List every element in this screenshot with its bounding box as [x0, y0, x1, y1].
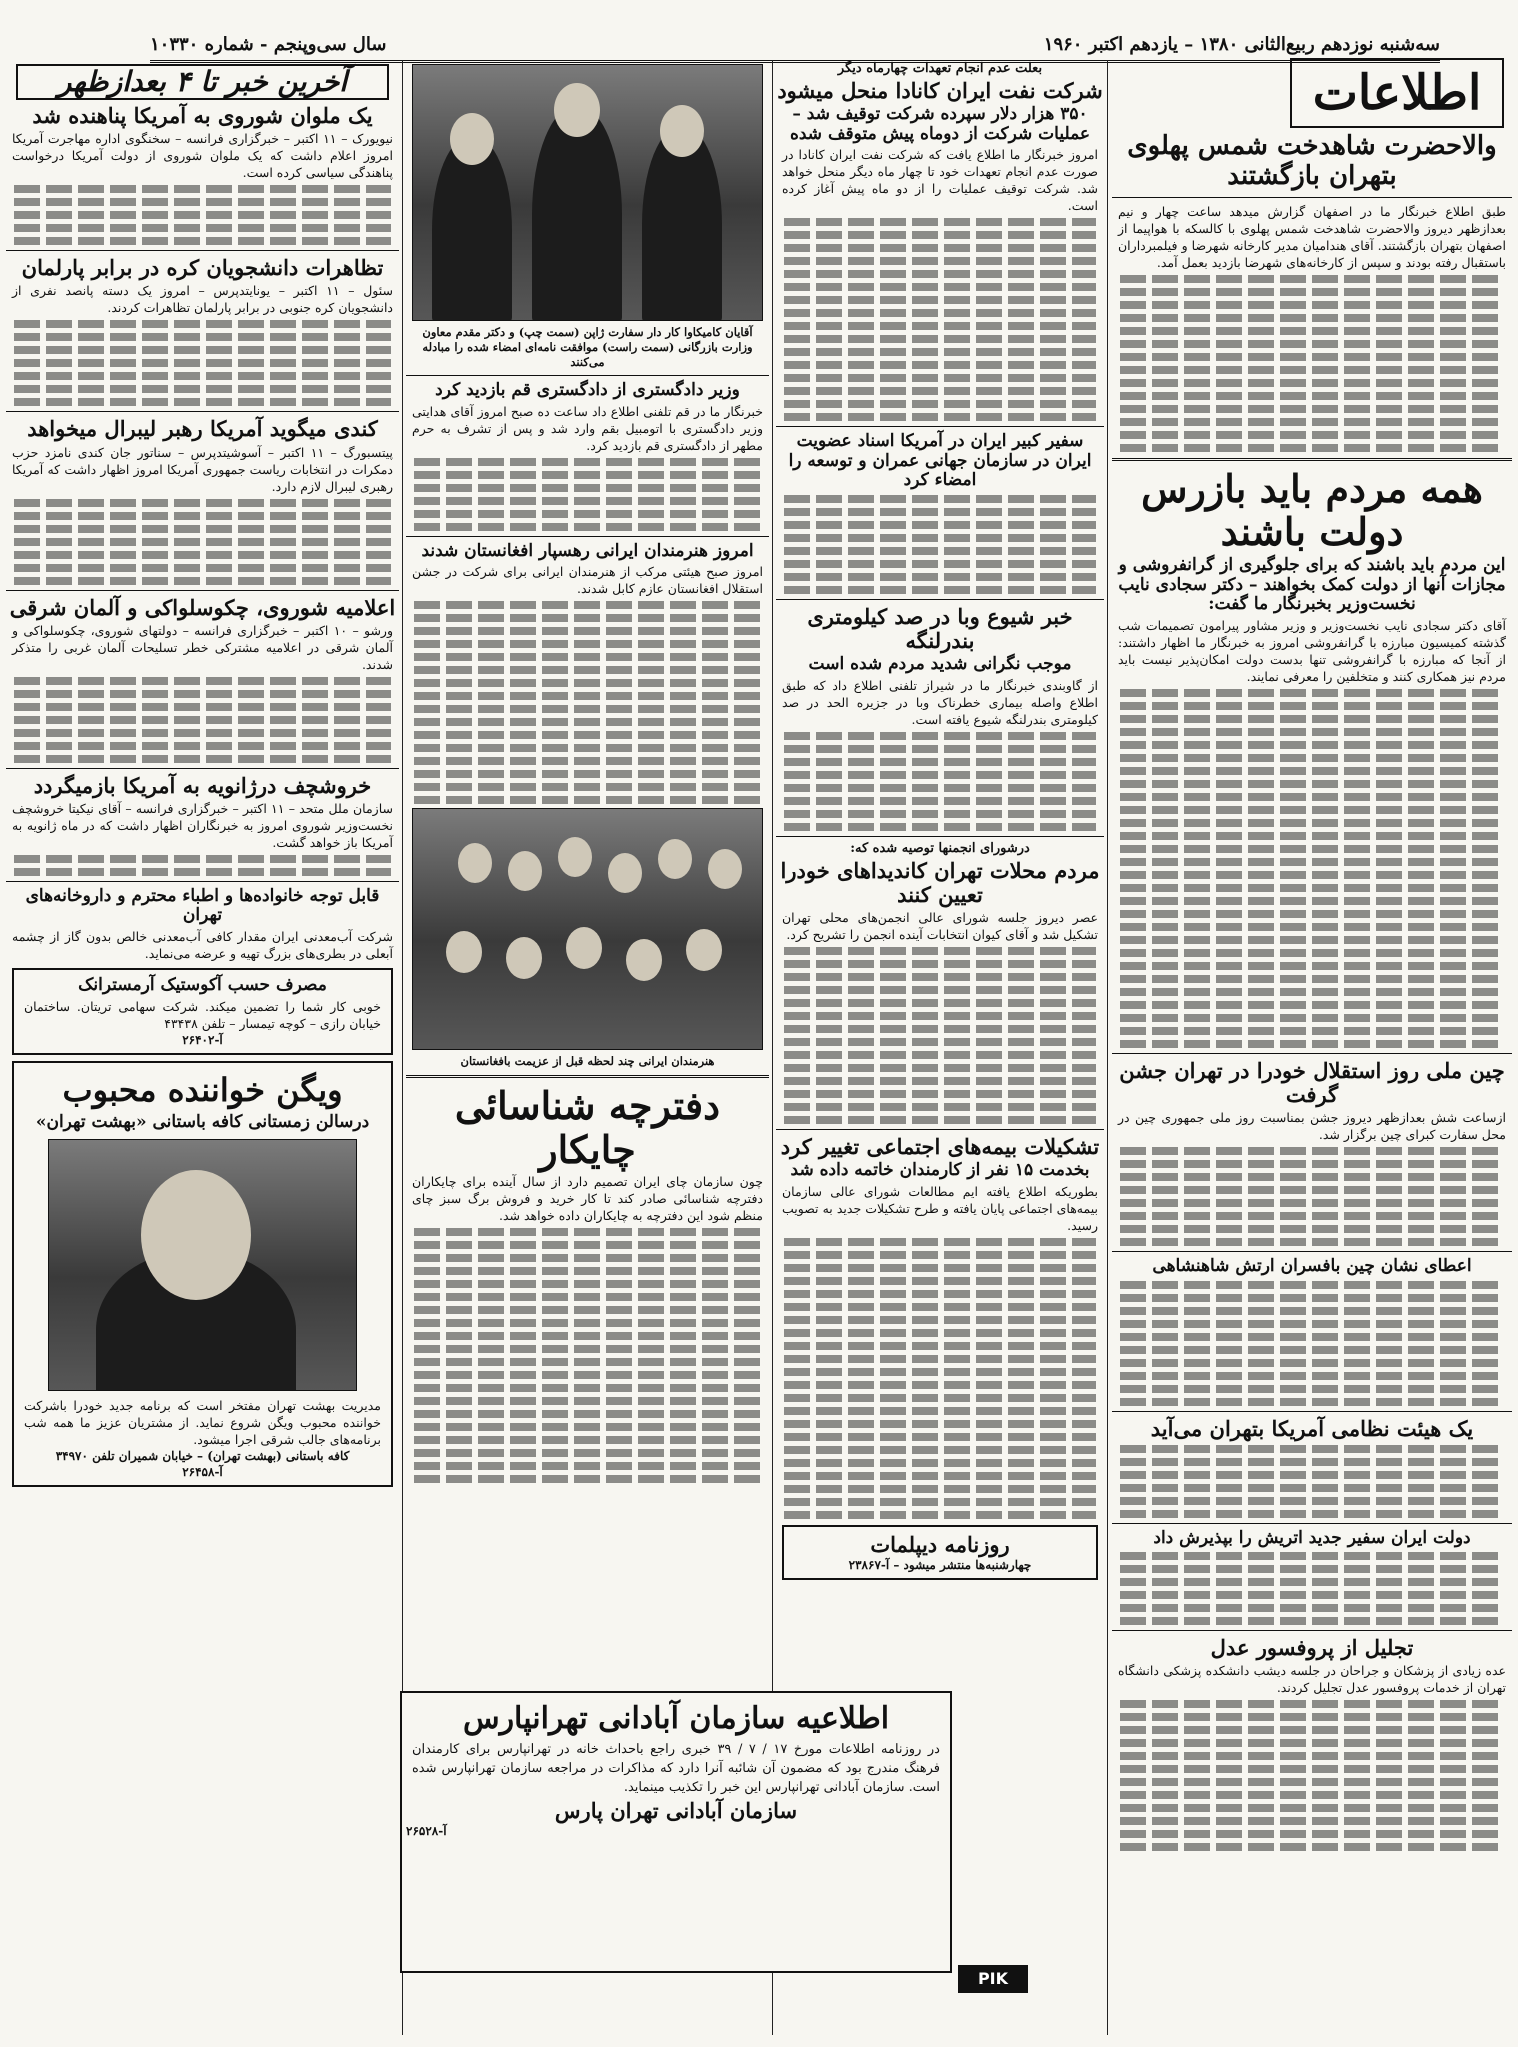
photo-face — [660, 105, 704, 157]
photo-face — [508, 851, 542, 891]
story-china-day: ازساعت شش بعدازظهر دیروز جشن بمناسبت روز ملی جمهوری چین در محل سفارت کبرای چین برگزار شد. — [1118, 1110, 1506, 1143]
photo-face — [708, 849, 742, 889]
photo-face — [446, 931, 482, 973]
photo-face — [506, 937, 542, 979]
story-justice-minister: خبرنگار ما در قم تلفنی اطلاع داد ساعت ده صبح امروز آقای هدایتی وزیر دادگستری با اتومبیل بقم وارد شد و پس از تشرف به حرم مطهر از دادگستری قم بازدید کرد. — [412, 403, 763, 453]
vigen-text: مدیریت بهشت تهران مفتخر است که برنامه جدید خودرا باشرکت خواننده محبوب ویگن شروع نماید. از مشتریان عزیز ما همه شب برنامه‌های جالب شرقی اجرا میشود. — [24, 1397, 381, 1447]
headline-tea-booklet: دفترچه شناسائی چایکار — [454, 1083, 721, 1172]
headline-joint-declaration: اعلامیه شوروی، چکوسلواکی و آلمان شرقی — [9, 594, 396, 620]
photo-figure — [532, 105, 622, 321]
subheadline-iran-canada-oil: ۳۵۰ هزار دلار سپرده شرکت توقیف شد – عملیات شرکت از دوماه پیش متوقف شده — [789, 104, 1091, 144]
photo-face — [450, 113, 494, 165]
diplomat-info: چهارشنبه‌ها منتشر میشود – آ-۲۳۸۶۷ — [848, 1557, 1032, 1572]
subheadline-inspectors: این مردم باید باشند که برای جلوگیری از گرانفروشی و مجازات آنها از دولت کمک بخواهند – دکتر سجادی نایب نخست‌وزیر بخبرنگار ما گفت: — [1118, 555, 1506, 615]
headline-kennedy: کندی میگوید آمریکا رهبر لیبرال میخواهد — [27, 416, 378, 442]
tehranpars-title: اطلاعیه سازمان آبادانی تهرانپارس — [462, 1701, 890, 1736]
photo-japan-agreement — [412, 64, 763, 321]
subheadline-cholera: موجب نگرانی شدید مردم شده است — [808, 654, 1072, 675]
headline-justice-minister: وزیر دادگستری از دادگستری قم بازدید کرد — [435, 380, 740, 400]
headline-china-medals: اعطای نشان چین بافسران ارتش شاهنشاهی — [1152, 1256, 1472, 1277]
story-inspectors: آقای دکتر سجادی نایب نخست‌وزیر و وزیر مشاور پیرامون تصمیمات شب گذشته کمیسیون مبارزه با گرانفروشی امروز به خبرنگار ما اظهار داشتند: از آنجا که مبارزه با گرانفروشی تنها بدست دولت امکان‌پذیر نیست باید مردم نیز همکاری کنند و متخلفین را معرفی نمایند. — [1118, 617, 1506, 684]
headline-inspectors: همه مردم باید بازرس دولت باشند — [1141, 465, 1483, 555]
tehranpars-text: در روزنامه اطلاعات مورخ ۱۷ / ۷ / ۳۹ خبری راجع باحداث خانه در تهرانپارس برای کارمندان فرهنگ مندرج بود که مضمون آن شائبه آنرا دارد که مذاکرات در مراجعه سازمان تهرانپارس شده است. سازمان آبادانی تهرانپارس این خبر را تکذیب مینماید. — [412, 1742, 940, 1795]
headline-us-military: یک هیئت نظامی آمریکا بتهران می‌آید — [1150, 1415, 1474, 1441]
story-mineral-water: شرکت آب‌معدنی ایران مقدار کافی آب‌معدنی خالص بدون گاز از چشمه آبعلی در بطری‌های بزرگ تهیه و عرضه می‌نماید. — [12, 928, 393, 961]
headline-china-day: چین ملی روز استقلال خودرا در تهران جشن گرفت — [1119, 1057, 1505, 1107]
column-right — [1112, 130, 1512, 2035]
tehranpars-notice — [400, 1691, 952, 1973]
photo-face — [141, 1170, 251, 1300]
vigen-ad — [12, 1061, 393, 1487]
photo-face — [558, 837, 592, 877]
headline-councils: مردم محلات تهران کاندیداهای خودرا تعیین کنند — [780, 857, 1100, 907]
headline-soviet-sailor: یک ملوان شوروی به آمریکا پناهنده شد — [32, 103, 373, 129]
newspaper-logo: اطلاعات — [1290, 58, 1504, 128]
headline-social-insurance: تشکیلات بیمه‌های اجتماعی تغییر کرد — [780, 1133, 1100, 1159]
headline-professor-adl: تجلیل از پروفسور عدل — [1210, 1635, 1414, 1661]
kicker-iran-canada: بعلت عدم انجام تعهدات چهارماه دیگر — [837, 61, 1043, 76]
pik-ad — [938, 1965, 1048, 2025]
headline-ambassador-signs: سفیر کبیر ایران در آمریکا اسناد عضویت ایران در سازمان جهانی عمران و توسعه را امضاء کرد — [788, 431, 1092, 491]
story-professor-adl: عده زیادی از پزشکان و جراحان در جلسه دیشب دانشکده پزشکی دانشگاه تهران از خدمات پروفسور عدل تجلیل کردند. — [1118, 1663, 1506, 1696]
pik-logo: PIK — [958, 1965, 1028, 1993]
caption-japan-agreement: آقایان کامیکاوا کار دار سفارت ژاپن (سمت چپ) و دکتر مقدم معاون وزارت بازرگانی (سمت راست) موافقت نامه‌ای امضاء شده را مبادله می‌کنند — [422, 325, 753, 369]
photo-face — [626, 939, 662, 981]
story-khrushchev: سازمان ملل متحد – ۱۱ اکتبر – خبرگزاری فرانسه – آقای نیکیتا خروشچف نخست‌وزیر شوروی امروز به خبرنگاران اظهار داشت که در ماه ژانویه به آمریکا باز خواهد گشت. — [12, 800, 393, 850]
issue-line: سال سی‌وپنجم - شماره ۱۰۳۳۰ — [150, 33, 387, 55]
armstrong-text: خوبی کار شما را تضمین میکند. شرکت سهامی تریتان. ساختمان خیابان رازی – کوچه تیمسار – تلفن ۴۳۴۳۸ — [24, 998, 381, 1031]
story-kennedy: پیتسبورگ – ۱۱ اکتبر – آسوشیتدپرس – سناتور جان کندی نامزد حزب دمکرات در انتخابات ریاست جمهوری آمریکا امروز اظهار داشت که آمریکا رهبری لیبرال لازم دارد. — [12, 444, 393, 494]
photo-face — [566, 927, 602, 969]
story-joint-declaration: ورشو – ۱۰ اکتبر – خبرگزاری فرانسه – دولتهای شوروی، چکوسلواکی و آلمان شرقی در اعلامیه مشترکی خطر تسلیحات آلمان غربی را متذکر شدند. — [12, 622, 393, 672]
story-shams-pahlavi: طبق اطلاع خبرنگار ما در اصفهان گزارش میدهد ساعت چهار و نیم بعدازظهر دیروز والاحضرت شاهدخت شمس پهلوی با کالسکه با هواپیما از اصفهان بتهران بازگشتند. آقای هندامیان مدیر کارخانه شهرضا و فیلمبرداران باستقبال رفته بودند و سپس از کارخانه‌های شهرضا بازدید بعمل آمد. — [1118, 203, 1506, 270]
photo-artists-group — [412, 808, 763, 1050]
story-iran-canada-oil: امروز خبرنگار ما اطلاع یافت که شرکت نفت ایران کانادا در صورت عدم انجام تعهدات خود تا چهار ماه دیگر منحل خواهد شد. شرکت توقیف عملیات را از دو ماه پیش آغاز کرده است. — [782, 147, 1098, 214]
date-line: سه‌شنبه نوزدهم ربیع‌الثانی ۱۳۸۰ – یازدهم اکتبر ۱۹۶۰ — [1043, 33, 1440, 55]
vigen-signature: کافه باستانی (بهشت تهران) – خیابان شمیران تلفن ۳۴۹۷۰ — [55, 1448, 350, 1463]
diplomat-ad — [782, 1525, 1098, 1581]
headline-khrushchev: خروشچف درژانویه به آمریکا بازمیگردد — [33, 772, 372, 798]
kicker-councils: درشورای انجمنها توصیه شده که: — [850, 840, 1030, 856]
story-korea-students: سئول – ۱۱ اکتبر – یونایتدپرس – امروز یک دسته پانصد نفری از دانشجویان کره جنوبی در برابر پارلمان تظاهرات کردند. — [12, 283, 394, 316]
armstrong-title: مصرف حسب آکوستیک آرمسترانک — [78, 974, 327, 995]
tehranpars-signature: سازمان آبادانی تهران پارس — [554, 1798, 798, 1823]
headline-iran-canada-oil: شرکت نفت ایران کانادا منحل میشود — [777, 77, 1103, 103]
masthead-dateline — [150, 30, 1440, 63]
story-social-insurance: بطوریکه اطلاع یافته ایم مطالعات شورای عالی سازمان بیمه‌های اجتماعی پایان یافته و طرح تشکیلات جدید به تصویب رسید. — [782, 1183, 1098, 1233]
story-councils: عصر دیروز جلسه شورای عالی انجمن‌های محلی تهران تشکیل شد و آقای کیوان انتخابات آینده انجمن را تشریح کرد. — [782, 909, 1098, 942]
column-divider — [1107, 60, 1108, 2035]
headline-shams-pahlavi: والاحضرت شاهدخت شمس پهلوی بتهران بازگشتند — [1127, 131, 1497, 191]
story-soviet-sailor: نیویورک – ۱۱ اکتبر – خبرگزاری فرانسه – سخنگوی اداره مهاجرت آمریکا امروز اعلام داشت که یک ملوان شوروی از دولت آمریکا درخواست پناهندگی سیاسی کرده است. — [12, 131, 393, 181]
armstrong-ad — [12, 968, 393, 1055]
headline-cholera: خبر شیوع وبا در صد کیلومتری بندرلنگه — [807, 603, 1073, 653]
photo-face — [458, 843, 492, 883]
caption-artists-group: هنرمندان ایرانی چند لحظه قبل از عزیمت بافغانستان — [460, 1054, 715, 1069]
subheadline-social-insurance: بخدمت ۱۵ نفر از کارمندان خاتمه داده شد — [790, 1160, 1090, 1180]
vigen-portrait — [48, 1139, 357, 1391]
story-tea-booklet: چون سازمان چای ایران تصمیم دارد از سال آینده برای چایکاران دفترچه شناسائی صادر کند تا کار خرید و فروش برگ سبز چای منظم شود این دفترچه به چایکاران داده خواهد شد. — [412, 1174, 763, 1224]
headline-mineral-water: قابل توجه خانواده‌ها و اطباء محترم و داروخانه‌های تهران — [25, 885, 380, 926]
vigen-title: ویگن خواننده محبوب — [62, 1071, 343, 1110]
photo-face — [608, 853, 642, 893]
story-artists-afghanistan: امروز صبح هیئتی مرکب از هنرمندان ایرانی برای شرکت در جشن استقلال افغانستان عازم کابل شدند. — [412, 564, 763, 597]
tehranpars-ref: آ-۲۶۵۲۸ — [406, 1824, 447, 1839]
headline-korea-students: تظاهرات دانشجویان کره در برابر پارلمان — [21, 255, 384, 281]
vigen-ref: آ-۲۶۴۵۸ — [182, 1464, 223, 1479]
latest-news-banner: آخرین خبر تا ۴ بعدازظهر — [16, 64, 389, 100]
headline-diplomat: روزنامه دیپلمات — [870, 1531, 1010, 1557]
story-cholera: از گاوبندی خبرنگار ما در شیراز تلفنی اطلاع داد که طبق اطلاع واصله بیماری خطرناک وبا در جزیره الحد در صد کیلومتری بندرلنگه شیوع یافته است. — [782, 677, 1098, 727]
column-left — [6, 60, 399, 2035]
photo-face — [554, 83, 600, 137]
headline-austria-envoy: دولت ایران سفیر جدید اتریش را بپذیرش داد — [1153, 1527, 1471, 1548]
photo-face — [658, 839, 692, 879]
vigen-subtitle: درسالن زمستانی کافه باستانی «بهشت تهران» — [35, 1112, 370, 1133]
headline-artists-afghanistan: امروز هنرمندان ایرانی رهسپار افغانستان شدند — [421, 540, 754, 561]
photo-face — [686, 929, 722, 971]
armstrong-ref: آ-۲۶۴۰۲ — [182, 1032, 223, 1047]
